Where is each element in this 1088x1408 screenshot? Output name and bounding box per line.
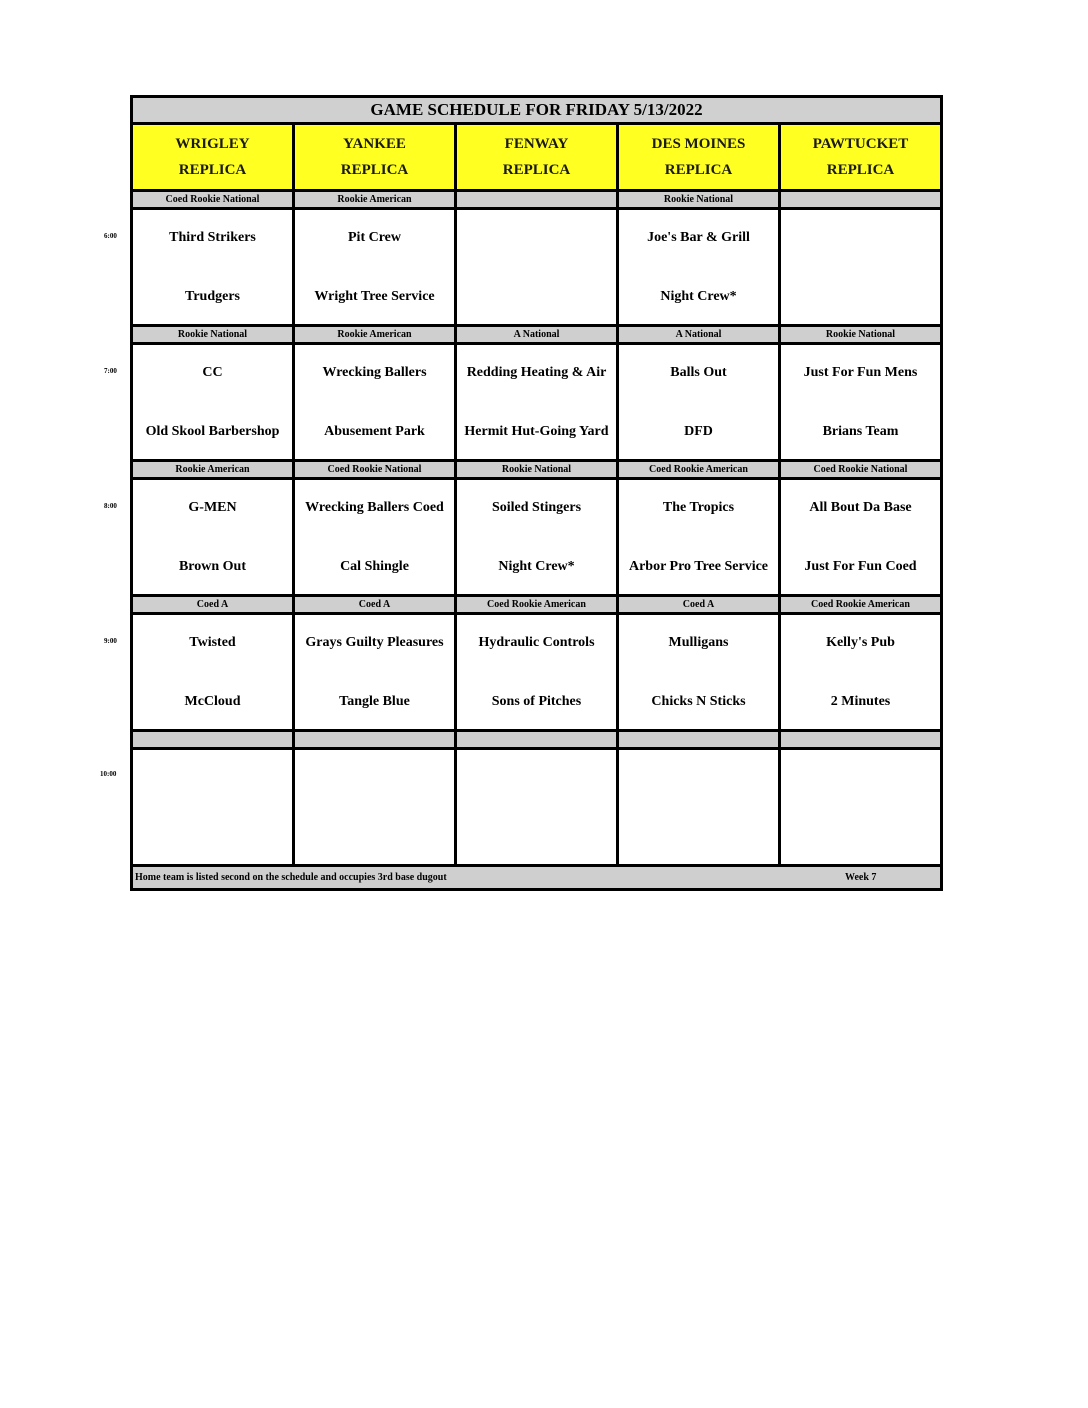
division-row bbox=[133, 732, 940, 750]
game-cell bbox=[457, 480, 619, 594]
home-team: Sons of Pitches bbox=[491, 694, 582, 709]
division-row bbox=[133, 192, 940, 210]
division-label bbox=[457, 732, 619, 747]
field-sub: REPLICA bbox=[826, 162, 895, 178]
field-header-pawtucket bbox=[781, 125, 940, 189]
division-label bbox=[781, 732, 940, 747]
game-row bbox=[133, 345, 940, 462]
field-header-wrigley bbox=[133, 125, 295, 189]
field-name: FENWAY bbox=[504, 136, 569, 152]
home-team: Hermit Hut-Going Yard bbox=[464, 424, 609, 439]
game-row bbox=[133, 480, 940, 597]
game-row bbox=[133, 210, 940, 327]
division-label: Coed Rookie National bbox=[781, 462, 940, 477]
home-team: Abusement Park bbox=[324, 424, 425, 439]
game-row bbox=[133, 750, 940, 867]
field-header-fenway bbox=[457, 125, 619, 189]
game-cell bbox=[457, 210, 619, 324]
home-team: McCloud bbox=[184, 694, 241, 709]
game-cell bbox=[295, 210, 457, 324]
field-sub: REPLICA bbox=[340, 162, 409, 178]
division-label: Coed Rookie National bbox=[295, 462, 457, 477]
away-team: Wrecking Ballers Coed bbox=[305, 500, 444, 515]
field-header-yankee bbox=[295, 125, 457, 189]
home-team: Just For Fun Coed bbox=[804, 559, 917, 574]
division-label bbox=[781, 192, 940, 207]
away-team: Joe's Bar & Grill bbox=[647, 230, 750, 245]
game-cell bbox=[457, 750, 619, 864]
game-cell bbox=[619, 750, 781, 864]
division-row bbox=[133, 462, 940, 480]
division-label: Coed Rookie American bbox=[457, 597, 619, 612]
division-label bbox=[295, 732, 457, 747]
game-cell bbox=[295, 615, 457, 729]
away-team: Wrecking Ballers bbox=[322, 365, 427, 380]
division-label: Rookie American bbox=[133, 462, 295, 477]
division-label: Coed Rookie American bbox=[619, 462, 781, 477]
division-label: Rookie National bbox=[781, 327, 940, 342]
footer-note: Home team is listed second on the schedule and occupies 3rd base dugout bbox=[135, 872, 447, 883]
away-team: Third Strikers bbox=[169, 230, 256, 245]
game-cell bbox=[781, 615, 940, 729]
time-label: 9:00 bbox=[104, 637, 117, 645]
division-label: Coed A bbox=[133, 597, 295, 612]
field-sub: REPLICA bbox=[502, 162, 571, 178]
game-cell bbox=[133, 345, 295, 459]
home-team: Trudgers bbox=[185, 289, 240, 304]
game-cell bbox=[133, 750, 295, 864]
division-label: Coed A bbox=[619, 597, 781, 612]
game-cell bbox=[781, 345, 940, 459]
field-sub: REPLICA bbox=[178, 162, 247, 178]
game-cell bbox=[457, 345, 619, 459]
home-team: Night Crew* bbox=[498, 559, 575, 574]
game-cell bbox=[295, 345, 457, 459]
home-team: Old Skool Barbershop bbox=[145, 424, 280, 439]
away-team: CC bbox=[202, 365, 223, 380]
away-team: The Tropics bbox=[662, 500, 735, 515]
division-label: Rookie American bbox=[295, 192, 457, 207]
away-team: Hydraulic Controls bbox=[478, 635, 595, 650]
division-label bbox=[133, 732, 295, 747]
game-cell bbox=[619, 480, 781, 594]
game-cell bbox=[457, 615, 619, 729]
game-cell bbox=[619, 615, 781, 729]
home-team: Night Crew* bbox=[660, 289, 737, 304]
game-row bbox=[133, 615, 940, 732]
game-cell bbox=[619, 345, 781, 459]
field-header-des-moines bbox=[619, 125, 781, 189]
division-label: Rookie American bbox=[295, 327, 457, 342]
schedule-title: GAME SCHEDULE FOR FRIDAY 5/13/2022 bbox=[133, 98, 940, 125]
game-cell bbox=[133, 480, 295, 594]
home-team: Cal Shingle bbox=[340, 559, 409, 574]
away-team: Grays Guilty Pleasures bbox=[305, 635, 444, 650]
game-cell bbox=[781, 210, 940, 324]
field-sub: REPLICA bbox=[664, 162, 733, 178]
field-name: PAWTUCKET bbox=[812, 136, 909, 152]
away-team: Balls Out bbox=[670, 365, 727, 380]
away-team: Just For Fun Mens bbox=[803, 365, 918, 380]
away-team: Mulligans bbox=[668, 635, 729, 650]
division-label: A National bbox=[619, 327, 781, 342]
week-label: Week 7 bbox=[845, 872, 877, 883]
game-cell bbox=[619, 210, 781, 324]
field-name: WRIGLEY bbox=[175, 136, 250, 152]
division-label bbox=[619, 732, 781, 747]
game-cell bbox=[295, 480, 457, 594]
game-cell bbox=[295, 750, 457, 864]
home-team: Wright Tree Service bbox=[314, 289, 435, 304]
time-label: 7:00 bbox=[104, 367, 117, 375]
division-label: Rookie National bbox=[457, 462, 619, 477]
away-team: G-MEN bbox=[188, 500, 237, 515]
division-label: A National bbox=[457, 327, 619, 342]
field-name: YANKEE bbox=[343, 136, 406, 152]
schedule-table bbox=[130, 95, 943, 891]
home-team: Arbor Pro Tree Service bbox=[628, 559, 769, 574]
game-cell bbox=[781, 750, 940, 864]
time-label: 8:00 bbox=[104, 502, 117, 510]
home-team: DFD bbox=[684, 424, 713, 439]
division-label: Rookie National bbox=[133, 327, 295, 342]
home-team: 2 Minutes bbox=[830, 694, 891, 709]
time-label: 6:00 bbox=[104, 232, 117, 240]
game-cell bbox=[133, 210, 295, 324]
game-cell bbox=[133, 615, 295, 729]
division-label: Coed Rookie American bbox=[781, 597, 940, 612]
division-row bbox=[133, 597, 940, 615]
away-team: Soiled Stingers bbox=[491, 500, 582, 515]
time-label: 10:00 bbox=[100, 770, 117, 778]
home-team: Brians Team bbox=[822, 424, 899, 439]
division-row bbox=[133, 327, 940, 345]
division-label: Coed A bbox=[295, 597, 457, 612]
footer-bar bbox=[133, 867, 940, 888]
away-team: Twisted bbox=[189, 635, 236, 650]
field-name: DES MOINES bbox=[651, 136, 746, 152]
home-team: Chicks N Sticks bbox=[651, 694, 746, 709]
game-cell bbox=[781, 480, 940, 594]
division-label: Coed Rookie National bbox=[133, 192, 295, 207]
division-label: Rookie National bbox=[619, 192, 781, 207]
home-team: Brown Out bbox=[178, 559, 247, 574]
away-team: Pit Crew bbox=[348, 230, 401, 245]
division-label bbox=[457, 192, 619, 207]
field-header-row bbox=[133, 125, 940, 192]
home-team: Tangle Blue bbox=[339, 694, 410, 709]
away-team: Kelly's Pub bbox=[826, 635, 895, 650]
away-team: All Bout Da Base bbox=[809, 500, 912, 515]
away-team: Redding Heating & Air bbox=[466, 365, 607, 380]
